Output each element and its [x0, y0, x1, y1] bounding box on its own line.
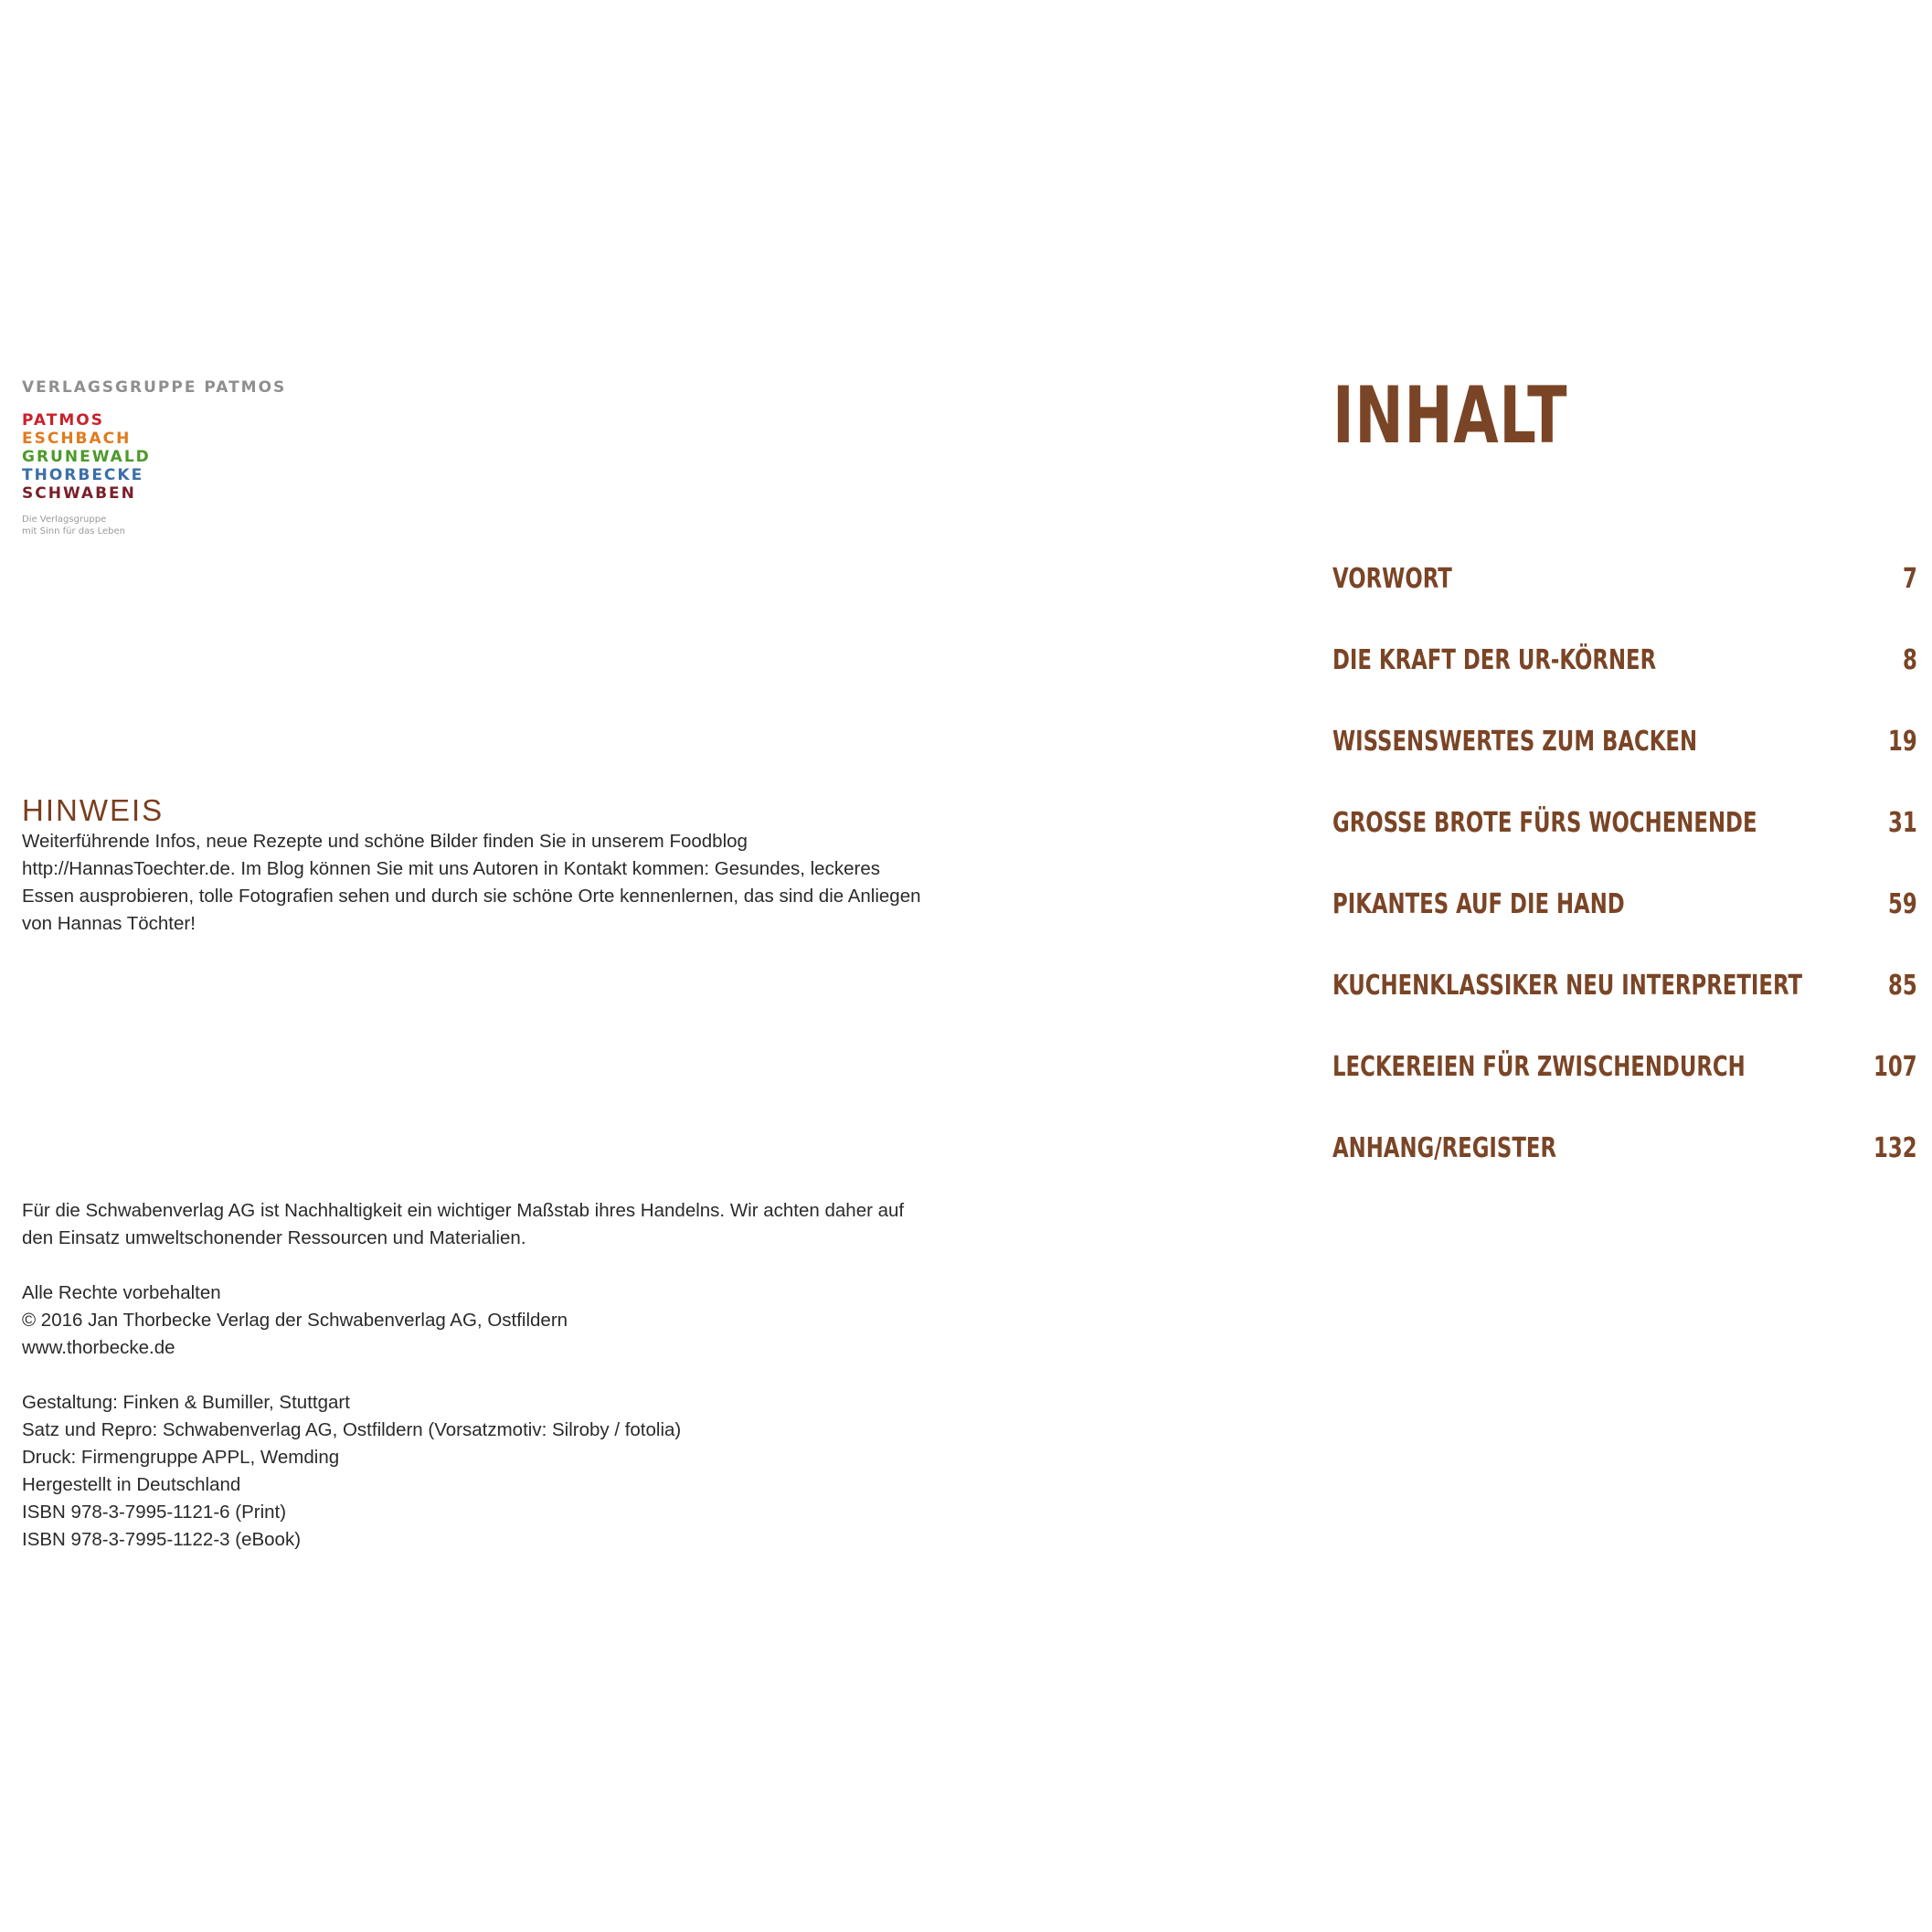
toc-entry-page: 8 [1903, 644, 1917, 676]
credit-typesetting: Satz und Repro: Schwabenverlag AG, Ostfildern (Vorsatzmotiv: Silroby / fotolia) [22, 1419, 682, 1440]
toc-entry-label: GROSSE BROTE FÜRS WOCHENENDE [1332, 807, 1757, 839]
sustainability-statement: Für die Schwabenverlag AG ist Nachhaltigkeit ein wichtiger Maßstab ihres Handelns. Wir achten daher auf den Einsatz umweltschonender Ressourcen und Materialien. [22, 1200, 905, 1248]
imprint-spacer [22, 1362, 936, 1389]
isbn-print: ISBN 978-3-7995-1121-6 (Print) [22, 1502, 287, 1523]
toc-entry [1332, 561, 1917, 642]
credit-design: Gestaltung: Finken & Bumiller, Stuttgart [22, 1392, 350, 1413]
credit-origin: Hergestellt in Deutschland [22, 1474, 241, 1495]
toc-entry-page: 107 [1874, 1051, 1917, 1083]
toc-entry-page: 31 [1888, 807, 1917, 839]
imprint [22, 1197, 936, 1554]
logo-publisher-thorbecke: THORBECKE [22, 466, 144, 484]
toc-entry-page: 85 [1888, 970, 1917, 1002]
toc-entry [1332, 642, 1917, 724]
logo-group-name: VERLAGSGRUPPE PATMOS [22, 378, 287, 397]
toc-entry-label: KUCHENKLASSIKER NEU INTERPRETIERT [1332, 970, 1803, 1002]
toc-entry [1332, 1049, 1917, 1131]
toc-title: INHALT [1332, 370, 1568, 462]
imprint-spacer [22, 1252, 936, 1279]
logo-tagline-line1: Die Verlagsgruppe [22, 515, 107, 525]
toc-entry-page: 7 [1903, 563, 1917, 595]
toc-entry [1332, 886, 1917, 968]
rights-statement: Alle Rechte vorbehalten [22, 1282, 221, 1303]
hinweis-text: Weiterführende Infos, neue Rezepte und schöne Bilder finden Sie in unserem Foodblog http://HannasToechter.de. Im Blog können Sie mit uns Autoren in Kontakt kommen: Gesundes, leckeres Essen ausprobieren, tolle Fotografien sehen und durch sie schöne Orte kennenlernen, das sind die Anliegen von Hannas Töchter! [22, 831, 921, 934]
toc-entry-label: DIE KRAFT DER UR-KÖRNER [1332, 644, 1657, 676]
toc-entry-page: 19 [1888, 726, 1917, 758]
toc-entry-label: LECKEREIEN FÜR ZWISCHENDURCH [1332, 1051, 1746, 1083]
logo-publisher-eschbach: ESCHBACH [22, 430, 132, 448]
logo-publisher-schwaben: SCHWABEN [22, 484, 136, 503]
table-of-contents [1332, 561, 1917, 1212]
toc-entry [1332, 805, 1917, 886]
toc-entry-label: VORWORT [1332, 563, 1452, 595]
publisher-website: www.thorbecke.de [22, 1337, 175, 1358]
logo-publisher-patmos: PATMOS [22, 411, 104, 430]
toc-entry-label: ANHANG/REGISTER [1332, 1132, 1557, 1164]
isbn-ebook: ISBN 978-3-7995-1122-3 (eBook) [22, 1529, 302, 1550]
toc-entry-label: PIKANTES AUF DIE HAND [1332, 888, 1625, 920]
hinweis-heading: HINWEIS [22, 793, 165, 827]
toc-entry-label: WISSENSWERTES ZUM BACKEN [1332, 726, 1698, 758]
toc-entry [1332, 1131, 1917, 1212]
logo-publisher-grunewald: GRUNEWALD [22, 448, 151, 466]
logo-tagline [22, 514, 287, 537]
copyright-line: © 2016 Jan Thorbecke Verlag der Schwabenverlag AG, Ostfildern [22, 1310, 568, 1331]
logo-tagline-line2: mit Sinn für das Leben [22, 526, 125, 536]
toc-entry-page: 59 [1888, 888, 1917, 920]
credit-printing: Druck: Firmengruppe APPL, Wemding [22, 1447, 340, 1468]
toc-entry-page: 132 [1874, 1132, 1917, 1164]
toc-entry [1332, 968, 1917, 1049]
publisher-logo [22, 378, 287, 537]
toc-entry [1332, 724, 1917, 805]
